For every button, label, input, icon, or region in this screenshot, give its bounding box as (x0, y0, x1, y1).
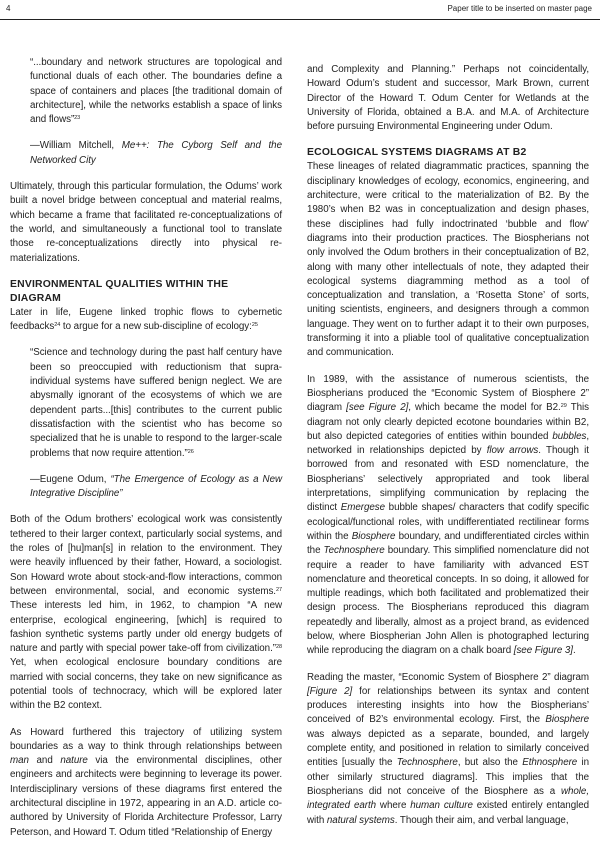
quote-attribution-odum: —Eugene Odum, “The Emergence of Ecology as a New Integrative Discipline” (30, 473, 282, 500)
footnote-ref: 28 (275, 644, 282, 651)
paragraph: Later in life, Eugene linked trophic flows to cybernetic feedbacks$^{24}$ to argue for a new sub-discipline of ecology:$^{25}$ (10, 306, 282, 333)
footnote-ref: 23 (74, 115, 81, 122)
figure-ref: [see Figure 2] (346, 402, 409, 414)
footnote-ref: 25 (251, 322, 258, 329)
section-heading: ENVIRONMENTAL QUALITIES WITHIN THE DIAGRAM (10, 278, 229, 304)
paragraph: Both of the Odum brothers’ ecological work was consistently tethered to their larger context, particularly social systems, and the roles of [hu]man[s] in relation to the environment. They were heavily influenced by their father, Howard, a sociologist. Son Howard wrote about stock-and-flow interactions, common between environmental, social, and economic systems.$^{27}$ These interests led him, in 1962, to champion “A new enterprise, ecological engineering, [which] is required to fashion synthetic systems partly under old energy budgets of nature and partly with special power take-off from civilization.”$^{28}$ Yet, when ecological enclosure boundary conditions are married with social concerns, they take on new significance as potential tools of technocracy, which will be explored later within the B2 context. (10, 514, 282, 712)
paragraph: In 1989, with the assistance of numerous scientists, the Biospherians produced the “Economic System of Biosphere 2” diagram [see Figure 2], which became the model for B2.29 This diagram not only clearly depicted ecotone boundaries within B2, but also depicted categories of entities within bounded bubbles, networked in relationships depicted by flow arrows. Though it borrowed from and resonated with ESD nomenclature, the Biospherians’ selectively appropriated and took liberal interpretations, simplifying communication by replacing the distinct Emergese bubble shapes/ characters that codify specific ecological/functional roles, with undifferentiated rectilinear forms within the Biosphere boundary, and undifferentiated circles within the Technosphere boundary. This simplified nomenclature did not require a reader to have familiarity with advanced EST nomenclature and theoretical concepts. In so doing, it allowed for multiple readings, which both facilitated and problematized their design process. The Biospherians reproduced this diagram repeatedly and liberally, almost as a project brand, as evidenced below, where Biospherian John Allen is photographed lecturing while reproducing the diagram on a chalk board [see Figure 3]. (307, 373, 590, 657)
block-quote-mitchell: “...boundary and network structures are topological and functional duals of each other. The boundaries define a space of containers and places [the traditional domain of architecture], while the networks establish a space of links and flows”$^{23}$ (30, 57, 282, 126)
footnote-ref: 29 (560, 403, 567, 410)
footnote-ref: 26 (187, 448, 194, 455)
page-number: 4 (6, 4, 11, 13)
section-heading: ECOLOGICAL SYSTEMS DIAGRAMS AT B2 (307, 147, 527, 159)
quote-attribution-mitchell: —William Mitchell, Me++: The Cyborg Self and the Networked City (30, 140, 282, 166)
paragraph: As Howard furthered this trajectory of utilizing system boundaries as a way to think through relationships between man and nature via the environmental disciplines, other engineers and architects were beginning to leverage its power. Interdisciplinary versions of these diagrams first entered the architectural discipline in 1972, appearing in an A.D. article co-authored by University of Florida Architecture Professor, Larry Peterson, and Howard T. Odum titled “Relationship of Energy (10, 726, 282, 838)
paragraph: These lineages of related diagrammatic practices, spanning the disciplinary knowledges of ecology, economics, engineering, and architecture, were critical to the materialization of B2. By the 1980’s when B2 was in conceptualization and design phases, these disciplines had fully indoctrinated ‘bubble and flow’ diagrams into their production practices. The Biospherians not only involved the Odum brothers in their conceptualization of B2, along with many other intellectuals of note, they adapted their ecological systems diagramming method as a tool of conceptualization and translation, a ‘Rosetta Stone’ of sorts, uniting scientists, engineers, and designers through a common language. They went on to further adapt it to their own purposes, transforming it into a pliable tool of qualitative conceptualization and communication. (307, 161, 589, 359)
figure-ref: [see Figure 3] (513, 645, 573, 657)
paragraph: Ultimately, through this particular formulation, the Odums’ work built a novel bridge between conceptual and material realms, which became a frame that facilitated re-conceptualizations of the world, and simultaneously a functional tool to translate those re-conceptualizations directly into physical re-materializations. (10, 181, 282, 264)
footnote-ref: 27 (275, 586, 282, 593)
block-quote-odum: “Science and technology during the past half century have been so preoccupied with reductionism that supra-individual systems have suffered benign neglect. We are abysmally ignorant of the ecosystems of which we are dependent parts...[this] contributes to the current public dissatisfaction with the scientist who has become so specialized that he is unable to respond to the larger-scale problems that now require attention.”$^{26}$ (30, 347, 282, 459)
paragraph: and Complexity and Planning.” Perhaps not coincidentally, Howard Odum’s student and successor, Mark Brown, current Director of the Howard T. Odum Center for Wetlands at the University of Florida, obtained a B.A. and M.A. of Architecture before pursuing Environmental Engineering under Odum. (307, 64, 589, 133)
figure-ref: [Figure 2] (307, 685, 353, 697)
right-column (307, 63, 589, 840)
running-title: Paper title to be inserted on master page (447, 4, 592, 13)
footnote-ref: 24 (54, 322, 61, 329)
page-header (0, 0, 600, 20)
paragraph: Reading the master, “Economic System of Biosphere 2” diagram [Figure 2] for relationships between its syntax and content produces interesting insights into how the Biospherians’ conceived of B2’s environmental ecology. First, the Biosphere was always depicted as a separate, bounded, and largely complete entity, and positioned in relation to similarly conceived entities [usually the Technosphere, but also the Ethnosphere in other similarly structured diagrams]. This implies that the Biospherians did not conceive of the Biosphere as a whole, integrated earth where human culture existed entirely entangled with natural systems. Though their aim, and verbal language, (307, 671, 590, 826)
left-column (10, 56, 282, 852)
